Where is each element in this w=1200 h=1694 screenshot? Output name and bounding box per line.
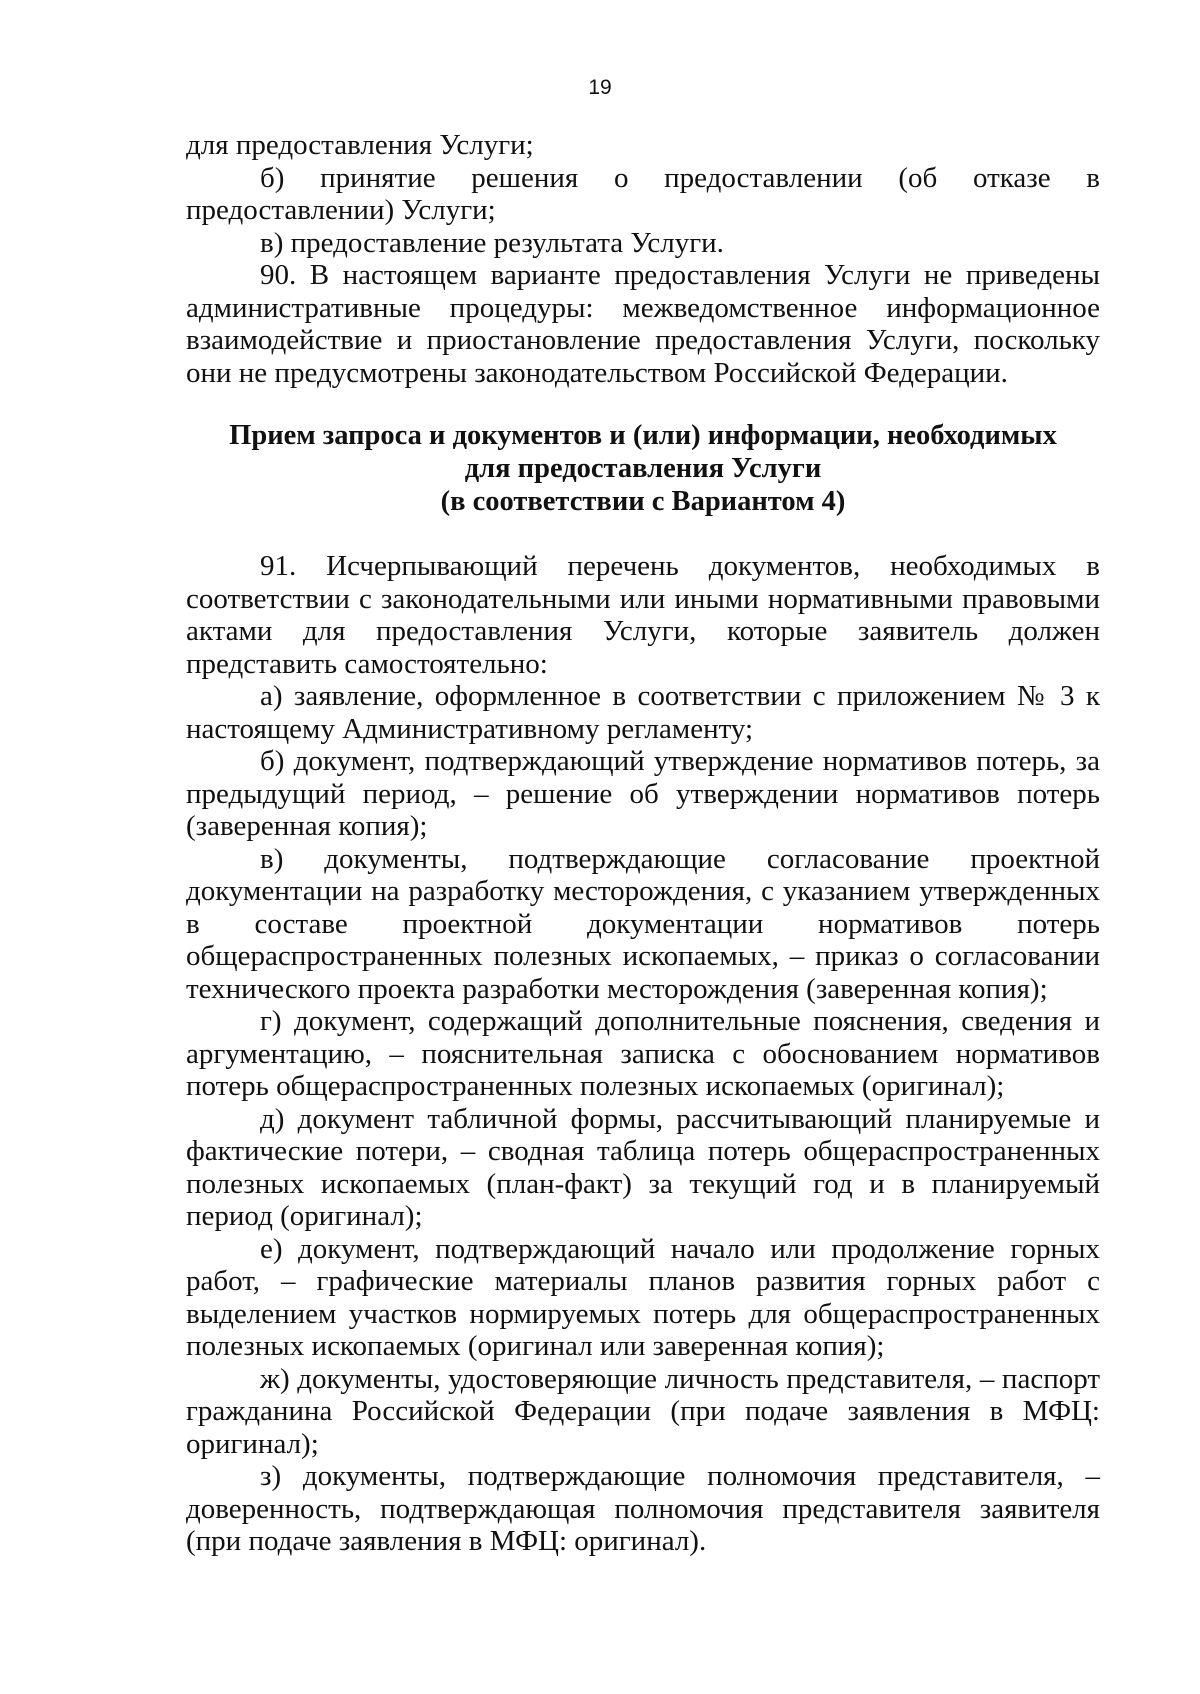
- intro-section: [186, 129, 1100, 389]
- section-heading: [186, 419, 1100, 518]
- page-number: 19: [588, 76, 612, 99]
- doc-item-v: в) документы, подтверждающие согласование проектной документации на разработку месторождения, с указанием утвержденных в составе проектной документации нормативов потерь общераспространенных полезных ископаемых, – приказ о согласовании технического проекта разработки месторождения (заверенная копия);: [186, 842, 1100, 1005]
- doc-item-e: е) документ, подтверждающий начало или продолжение горных работ, – графические материалы планов развития горных работ с выделением участков нормируемых потерь для общераспространенных полезных ископаемых (оригинал или заверенная копия);: [186, 1232, 1100, 1362]
- heading-line-1: Прием запроса и документов и (или) информации, необходимых: [229, 420, 1057, 451]
- list-item-b: б) принятие решения о предоставлении (об отказе в предоставлении) Услуги;: [186, 161, 1100, 226]
- doc-item-zh: ж) документы, удостоверяющие личность представителя, – паспорт гражданина Российской Федерации (при подаче заявления в МФЦ: оригинал);: [186, 1362, 1100, 1460]
- doc-item-a: а) заявление, оформленное в соответствии с приложением № 3 к настоящему Административному регламенту;: [186, 680, 1100, 745]
- paragraph-90: 90. В настоящем варианте предоставления Услуги не приведены административные процедуры: межведомственное информационное взаимодействие и приостановление предоставления Услуги, поскольку они не предусмотрены законодательством Российской Федерации.: [186, 259, 1100, 389]
- heading-line-2: для предоставления Услуги: [464, 453, 822, 484]
- doc-item-d: д) документ табличной формы, рассчитывающий планируемые и фактические потери, – сводная таблица потерь общераспространенных полезных ископаемых (план-факт) за текущий год и в планируемый период (оригинал);: [186, 1102, 1100, 1232]
- documents-list-section: [186, 550, 1100, 1558]
- continuation-line: для предоставления Услуги;: [186, 129, 534, 161]
- doc-item-z: з) документы, подтверждающие полномочия представителя, – доверенность, подтверждающая полномочия представителя заявителя (при подаче заявления в МФЦ: оригинал).: [186, 1460, 1100, 1557]
- doc-item-g: г) документ, содержащий дополнительные пояснения, сведения и аргументацию, – пояснительная записка с обоснованием нормативов потерь общераспространенных полезных ископаемых (оригинал);: [186, 1005, 1100, 1102]
- doc-item-b: б) документ, подтверждающий утверждение нормативов потерь, за предыдущий период, – решение об утверждении нормативов потерь (заверенная копия);: [186, 745, 1100, 842]
- list-item-v: в) предоставление результата Услуги.: [260, 226, 724, 259]
- heading-line-3: (в соответствии с Вариантом 4): [440, 486, 846, 517]
- paragraph-91: 91. Исчерпывающий перечень документов, необходимых в соответствии с законодательными или иными нормативными правовыми актами для предоставления Услуги, которые заявитель должен представить самостоятельно:: [186, 550, 1100, 680]
